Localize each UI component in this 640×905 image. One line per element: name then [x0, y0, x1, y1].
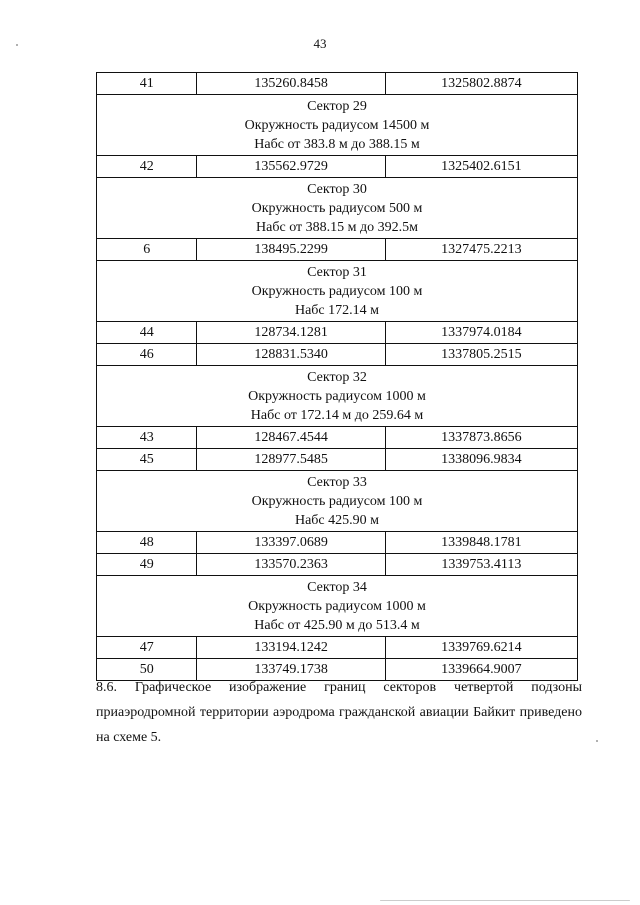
x-coordinate-cell: 133749.1738 [197, 659, 385, 681]
y-coordinate-cell: 1339664.9007 [385, 659, 577, 681]
sector-description-cell [97, 261, 578, 322]
sector-title: Сектор 29 [307, 99, 367, 114]
x-coordinate-cell: 128831.5340 [197, 344, 385, 366]
paragraph-rest: приаэродромной территории аэродрома гражданской авиации Байкит приведено на схеме 5. [96, 705, 582, 745]
sector-detail-line: Окружность радиусом 1000 м [248, 389, 426, 404]
y-coordinate-cell: 1337974.0184 [385, 322, 577, 344]
point-number-cell: 48 [97, 532, 197, 554]
x-coordinate-cell: 135562.9729 [197, 156, 385, 178]
sector-title: Сектор 32 [307, 370, 367, 385]
sector-detail-line: Набс от 383.8 м до 388.15 м [254, 137, 420, 152]
sector-header-row [97, 95, 578, 156]
x-coordinate-cell: 133397.0689 [197, 532, 385, 554]
y-coordinate-cell: 1327475.2213 [385, 239, 577, 261]
y-coordinate-cell: 1325802.8874 [385, 73, 577, 95]
x-coordinate-cell: 128467.4544 [197, 427, 385, 449]
point-number-cell: 45 [97, 449, 197, 471]
scan-speck [596, 740, 598, 742]
scan-speck [16, 44, 18, 46]
point-number-cell: 6 [97, 239, 197, 261]
table-row [97, 322, 578, 344]
coordinates-table [96, 72, 578, 681]
point-number-cell: 43 [97, 427, 197, 449]
point-number-cell: 47 [97, 637, 197, 659]
y-coordinate-cell: 1325402.6151 [385, 156, 577, 178]
point-number-cell: 42 [97, 156, 197, 178]
sector-detail-line: Окружность радиусом 100 м [251, 494, 423, 509]
sector-title: Сектор 31 [307, 265, 367, 280]
sector-detail-line: Окружность радиусом 14500 м [244, 118, 430, 133]
x-coordinate-cell: 128734.1281 [197, 322, 385, 344]
x-coordinate-cell: 135260.8458 [197, 73, 385, 95]
table-row [97, 73, 578, 95]
table-row [97, 637, 578, 659]
sector-detail-line: Набс от 425.90 м до 513.4 м [254, 618, 420, 633]
sector-detail-line: Набс от 388.15 м до 392.5м [256, 220, 418, 235]
sector-header-row [97, 366, 578, 427]
x-coordinate-cell: 128977.5485 [197, 449, 385, 471]
table-row [97, 532, 578, 554]
table-row [97, 554, 578, 576]
coordinates-table-body [97, 73, 578, 681]
sector-detail-line: Окружность радиусом 500 м [251, 201, 423, 216]
point-number-cell: 50 [97, 659, 197, 681]
sector-title: Сектор 30 [307, 182, 367, 197]
sector-detail-line: Набс 172.14 м [294, 303, 380, 318]
table-row [97, 427, 578, 449]
y-coordinate-cell: 1338096.9834 [385, 449, 577, 471]
point-number-cell: 41 [97, 73, 197, 95]
sector-header-row [97, 576, 578, 637]
page-number: 43 [313, 36, 327, 51]
sector-description-cell [97, 95, 578, 156]
table-row [97, 156, 578, 178]
sector-description-cell [97, 471, 578, 532]
sector-description-cell [97, 576, 578, 637]
sector-header-row [97, 178, 578, 239]
y-coordinate-cell: 1339753.4113 [385, 554, 577, 576]
y-coordinate-cell: 1337873.8656 [385, 427, 577, 449]
y-coordinate-cell: 1337805.2515 [385, 344, 577, 366]
sector-description-cell [97, 366, 578, 427]
sector-header-row [97, 261, 578, 322]
scan-speck [380, 900, 630, 901]
sector-header-row [97, 471, 578, 532]
point-number-cell: 46 [97, 344, 197, 366]
x-coordinate-cell: 133570.2363 [197, 554, 385, 576]
sector-detail-line: Набс от 172.14 м до 259.64 м [250, 408, 424, 423]
table-row [97, 344, 578, 366]
sector-title: Сектор 33 [307, 475, 367, 490]
sector-title: Сектор 34 [307, 580, 367, 595]
table-row [97, 449, 578, 471]
point-number-cell: 44 [97, 322, 197, 344]
sector-detail-line: Набс 425.90 м [294, 513, 380, 528]
x-coordinate-cell: 138495.2299 [197, 239, 385, 261]
sector-description-cell [97, 178, 578, 239]
y-coordinate-cell: 1339848.1781 [385, 532, 577, 554]
y-coordinate-cell: 1339769.6214 [385, 637, 577, 659]
paragraph-first-line: 8.6. Графическое изображение границ секторов четвертой подзоны [96, 680, 582, 695]
sector-detail-line: Окружность радиусом 1000 м [248, 599, 426, 614]
paragraph-8-6 [96, 675, 582, 750]
point-number-cell: 49 [97, 554, 197, 576]
sector-detail-line: Окружность радиусом 100 м [251, 284, 423, 299]
x-coordinate-cell: 133194.1242 [197, 637, 385, 659]
table-row [97, 239, 578, 261]
